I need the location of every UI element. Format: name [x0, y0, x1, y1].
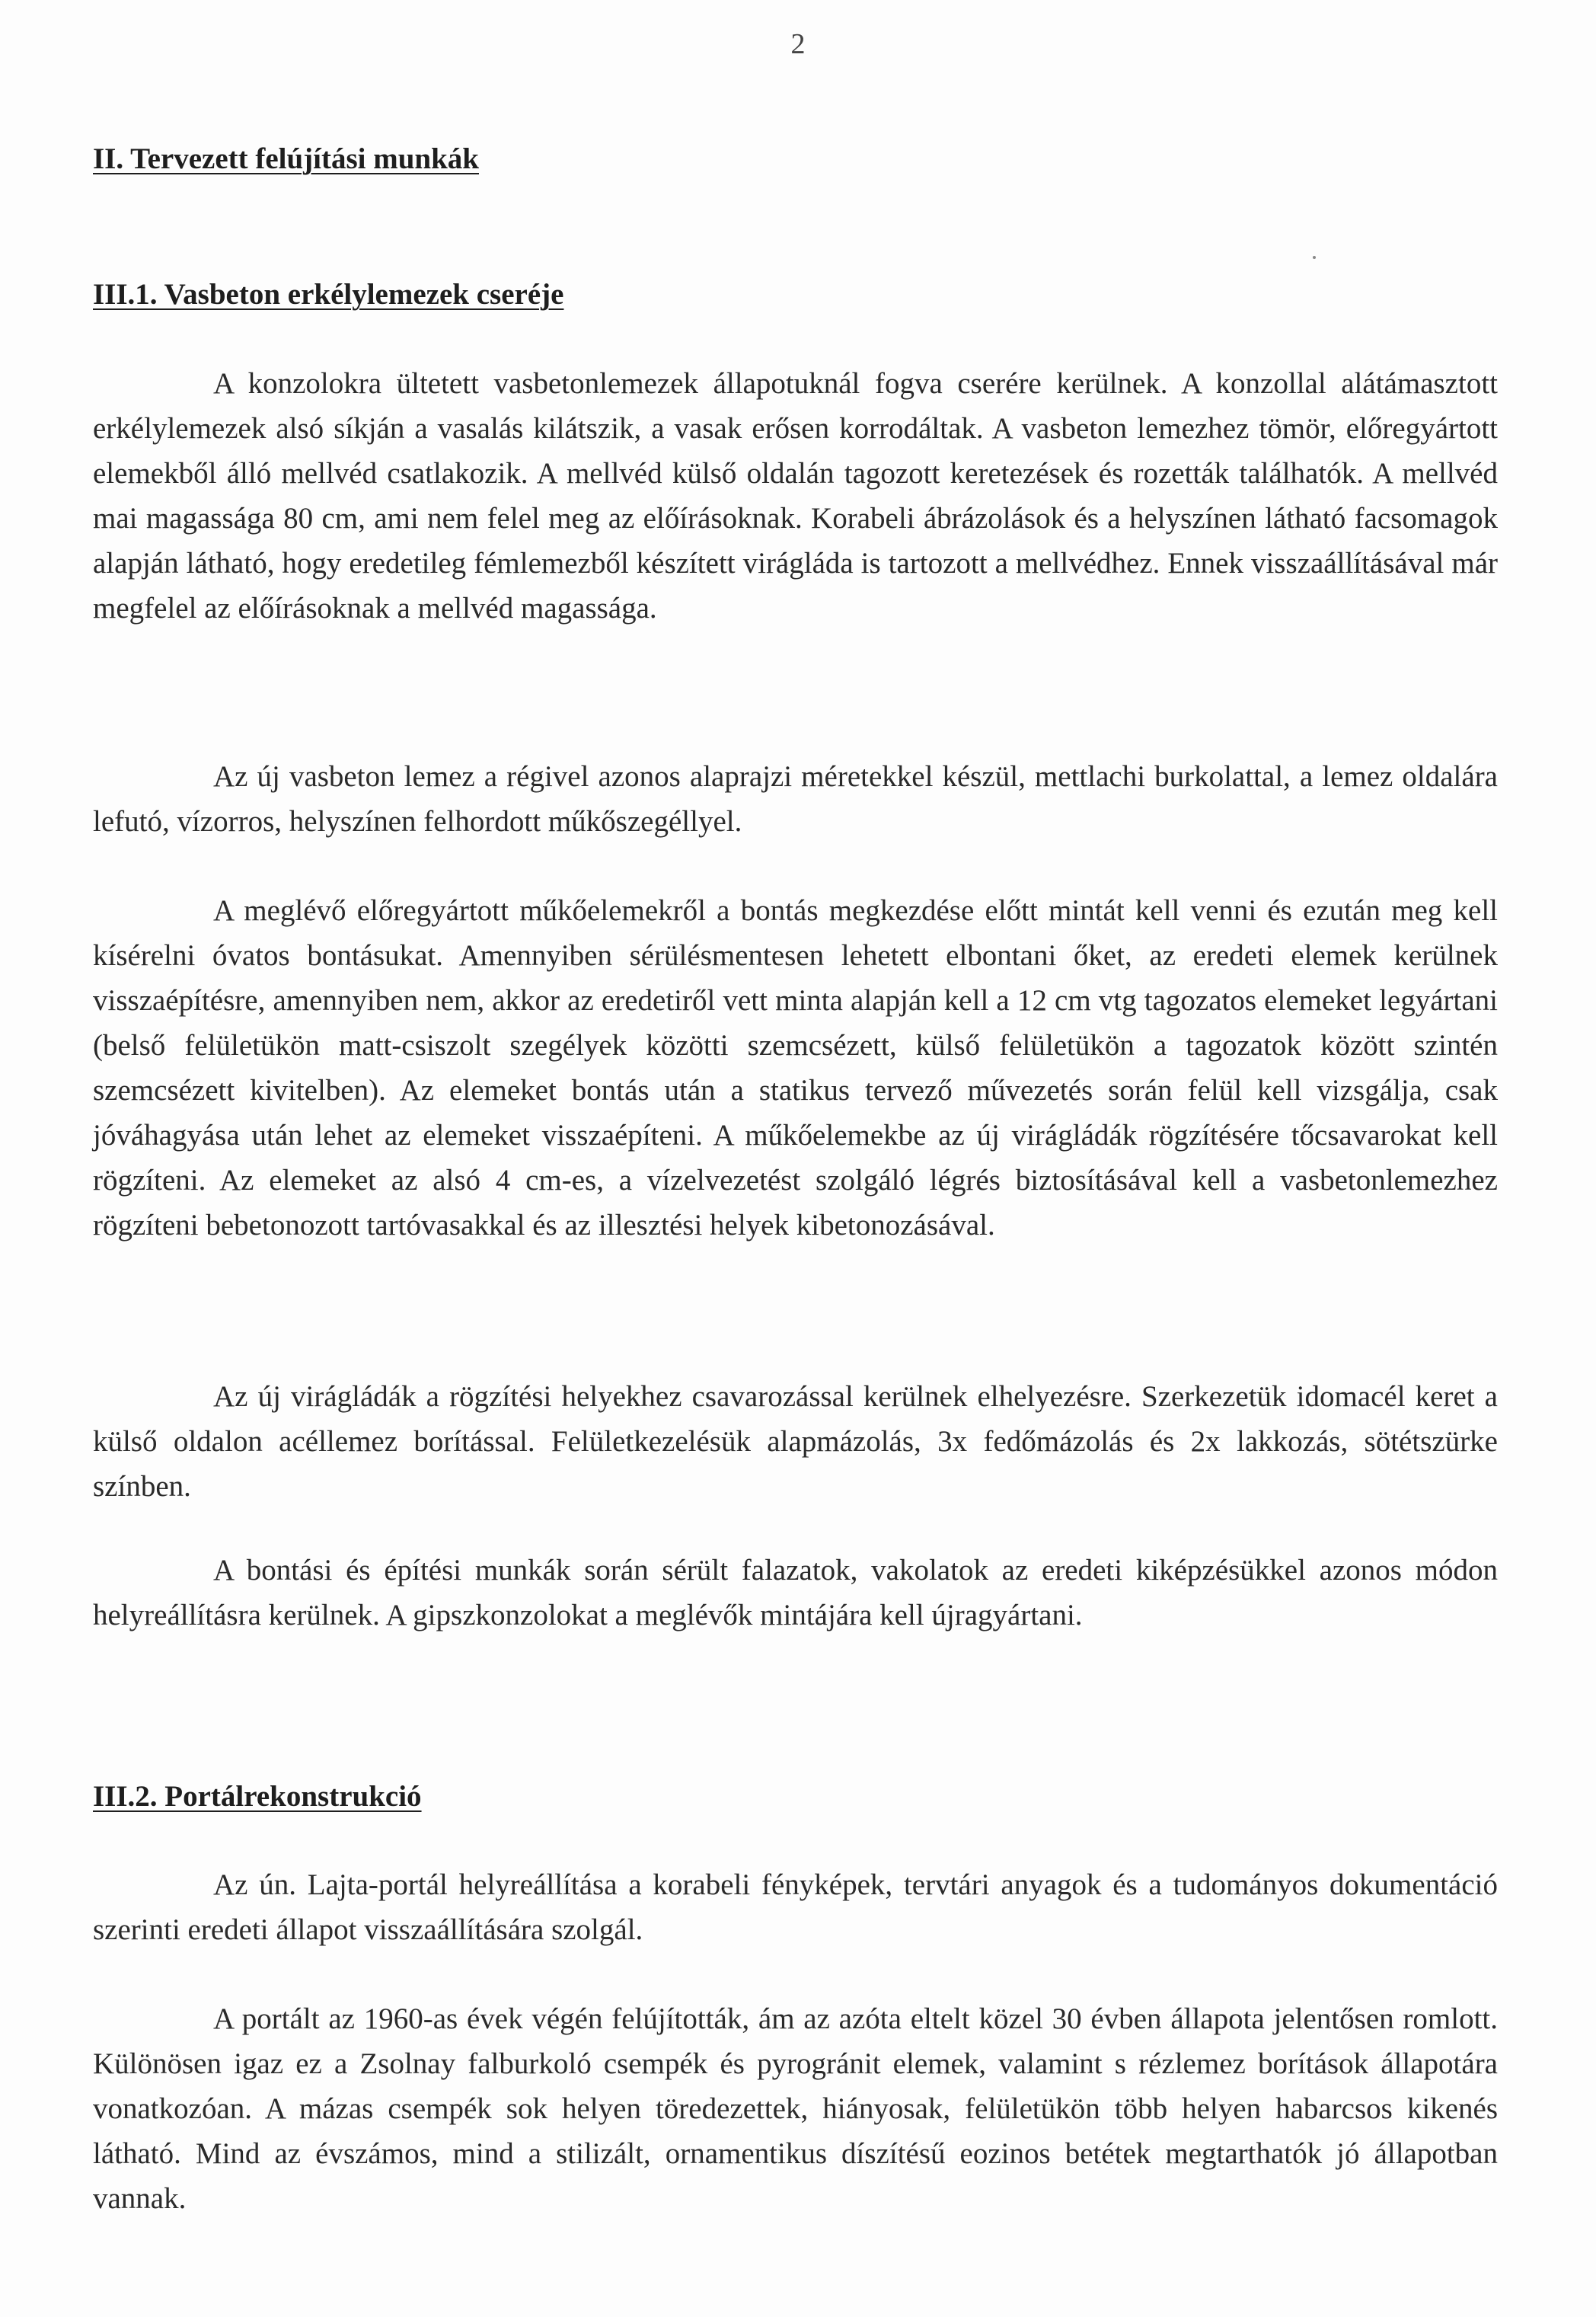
section-heading-portal: III.2. Portálrekonstrukció	[93, 1780, 422, 1813]
paragraph: A konzolokra ültetett vasbetonlemezek állapotuknál fogva cserére kerülnek. A konzollal alátámasztott erkélylemezek alsó síkján a vasalás kilátszik, a vasak erősen korrodáltak. A vasbeton lemezhez tömör, előregyártott elemekből álló mellvéd csatlakozik. A mellvéd külső oldalán tagozott keretezések és rozetták találhatók. A mellvéd mai magassága 80 cm, ami nem felel meg az előírásoknak. Korabeli ábrázolások és a helyszínen látható facsomagok alapján látható, hogy eredetileg fémlemezből készített virágláda is tartozott a mellvédhez. Ennek visszaállításával már megfelel az előírásoknak a mellvéd magassága.	[93, 367, 1498, 625]
chapter-heading: II. Tervezett felújítási munkák	[93, 142, 479, 175]
paragraph: A meglévő előregyártott műkőelemekről a bontás megkezdése előtt mintát kell venni és ezután meg kell kísérelni óvatos bontásukat. Amennyiben sérülésmentesen lehetett elbontani őket, az eredeti elemek kerülnek visszaépítésre, amennyiben nem, akkor az eredetiről vett minta alapján kell a 12 cm vtg tagozatos elemeket legyártani (belső felületükön matt-csiszolt szegélyek közötti szemcsézett, külső felületükön a tagozatok között szintén szemcsézett kivitelben). Az elemeket bontás után a statikus tervező művezetés során felül kell vizsgálja, csak jóváhagyása után lehet az elemeket visszaépíteni. A műkőelemekbe az új virágládák rögzítésére tőcsavarokat kell rögzíteni. Az elemeket az alsó 4 cm-es, a vízelvezetést szolgáló légrés biztosításával kell a vasbetonlemezhez rögzíteni bebetonozott tartóvasakkal és az illesztési helyek kibetonozásával.	[93, 894, 1498, 1242]
paragraph: Az új vasbeton lemez a régivel azonos alaprajzi méretekkel készül, mettlachi burkolattal, a lemez oldalára lefutó, vízorros, helyszínen felhordott műkőszegéllyel.	[93, 760, 1498, 838]
scan-speck	[1313, 256, 1316, 259]
section-heading-balconies: III.1. Vasbeton erkélylemezek cseréje	[93, 278, 564, 311]
page-number: 2	[790, 28, 806, 60]
paragraph: A bontási és építési munkák során sérült falazatok, vakolatok az eredeti kiképzésükkel azonos módon helyreállításra kerülnek. A gipszkonzolokat a meglévők mintájára kell újragyártani.	[93, 1554, 1498, 1631]
paragraph: Az ún. Lajta-portál helyreállítása a korabeli fényképek, tervtári anyagok és a tudományos dokumentáció szerinti eredeti állapot visszaállítására szolgál.	[93, 1868, 1498, 1946]
paragraph: Az új virágládák a rögzítési helyekhez csavarozással kerülnek elhelyezésre. Szerkezetük idomacél keret a külső oldalon acéllemez borítással. Felületkezelésük alapmázolás, 3x fedőmázolás és 2x lakkozás, sötétszürke színben.	[93, 1380, 1498, 1503]
paragraph: A portált az 1960-as évek végén felújították, ám az azóta eltelt közel 30 évben állapota jelentősen romlott. Különösen igaz ez a Zsolnay falburkoló csempék és pyrogránit elemek, valamint s rézlemez borítások állapotára vonatkozóan. A mázas csempék sok helyen töredezettek, hiányosak, felületükön több helyen habarcsos kikenés látható. Mind az évszámos, mind a stilizált, ornamentikus díszítésű eozinos betétek megtarthatók jó állapotban vannak.	[93, 2002, 1498, 2215]
